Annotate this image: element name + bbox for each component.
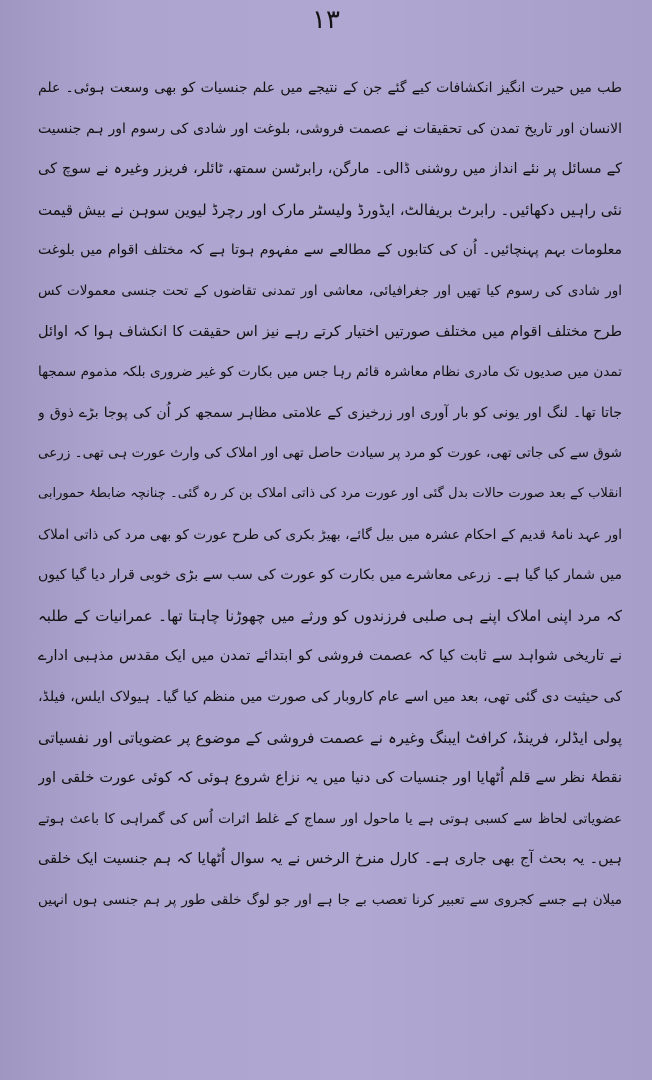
text-line: معلومات بہم پہنچائیں۔ اُن کی کتابوں کے مطالعے سے مفہوم ہوتا ہے کہ مختلف اقوام میں بلوغت — [38, 242, 622, 259]
text-line: کی حیثیت دی گئی تھی، بعد میں اسے عام کاروبار کی صورت میں منظم کیا گیا۔ ہیولاک ایلس، فیلڈ، — [38, 688, 622, 705]
text-line: کہ مرد اپنی املاک اپنے ہی صلبی فرزندوں کو ورثے میں چھوڑنا چاہتا تھا۔ عمرانیات کے طلبہ — [38, 606, 622, 625]
body-text — [38, 68, 622, 920]
text-line: پولی ایڈلر، فرینڈ، کرافٹ ایبنگ وغیرہ نے عصمت فروشی کے موضوع پر عضویاتی اور نفسیاتی — [38, 728, 622, 747]
text-line: عضویاتی لحاظ سے کسبی ہوتی ہے یا ماحول اور سماج کے غلط اثرات اُس کی گمراہی کا باعث ہوتے — [38, 810, 622, 827]
text-line: ہیں۔ یہ بحث آج بھی جاری ہے۔ کارل منرخ الرخس نے یہ سوال اُٹھایا کہ ہم جنسیت ایک خلقی — [38, 851, 622, 868]
text-line: نقطۂ نظر سے قلم اُٹھایا اور جنسیات کی دنیا میں یہ نزاع شروع ہوئی کہ کوئی عورت خلقی اور — [38, 770, 622, 787]
text-line: میلان ہے جسے کجروی سے تعبیر کرنا تعصب بے جا ہے اور جو لوگ خلقی طور پر ہم جنسی ہوں انہیں — [38, 891, 622, 908]
text-line: جاتا تھا۔ لنگ اور یونی کو بار آوری اور زرخیزی کے علامتی مظاہر سمجھ کر اُن کی پوجا بڑے ذوق و — [38, 404, 622, 421]
text-line: الانسان اور تاریخ تمدن کی تحقیقات نے عصمت فروشی، بلوغت اور شادی کی رسوم اور ہم جنسیت — [38, 120, 622, 137]
text-line: اور عہد نامۂ قدیم کے احکام عشرہ میں بیل گائے، بھیڑ بکری کی طرح عورت کو بھی مرد کی ذاتی املاک — [38, 526, 622, 543]
text-line: طب میں حیرت انگیز انکشافات کیے گئے جن کے نتیجے میں علم جنسیات کو بھی وسعت ہوئی۔ علم — [38, 80, 622, 96]
text-line: طرح مختلف اقوام میں مختلف صورتیں اختیار کرتے رہے نیز اس حقیقت کا انکشاف ہوا کہ اوائل — [38, 323, 622, 340]
text-line: اور شادی کی رسوم کیا تھیں اور جغرافیائی، معاشی اور تمدنی تقاضوں کے تحت جنسی معمولات کس — [38, 282, 622, 299]
page-number: ۱۳ — [312, 5, 340, 35]
text-line: میں شمار کیا گیا ہے۔ زرعی معاشرے میں بکارت کو عورت کی سب سے بڑی خوبی قرار دیا گیا کیوں — [38, 567, 622, 584]
text-line: تمدن میں صدیوں تک مادری نظام معاشرہ قائم رہا جس میں بکارت کو غیر ضروری بلکہ مذموم سمجھا — [38, 364, 622, 381]
text-line: نے تاریخی شواہد سے ثابت کیا کہ عصمت فروشی کو ابتدائے تمدن میں ایک مقدس مذہبی ادارے — [38, 648, 622, 665]
text-line: نئی راہیں دکھائیں۔ رابرٹ بریفالٹ، ایڈورڈ ولیسٹر مارک اور رچرڈ لیوین سوہن نے بیش قیمت — [38, 200, 622, 219]
text-line: شوق سے کی جاتی تھی، عورت کو مرد پر سیادت حاصل تھی اور املاک کی وارث عورت ہی تھی۔ زرعی — [38, 445, 622, 462]
text-line: کے مسائل پر نئے انداز میں روشنی ڈالی۔ مارگن، رابرٹسن سمتھ، ٹائلر، فریزر وغیرہ نے سوچ کی — [38, 161, 622, 178]
text-line: انقلاب کے بعد صورت حالات بدل گئی اور عورت مرد کی ذاتی املاک بن کر رہ گئی۔ چنانچہ ضابطۂ حمورابی — [38, 485, 622, 501]
